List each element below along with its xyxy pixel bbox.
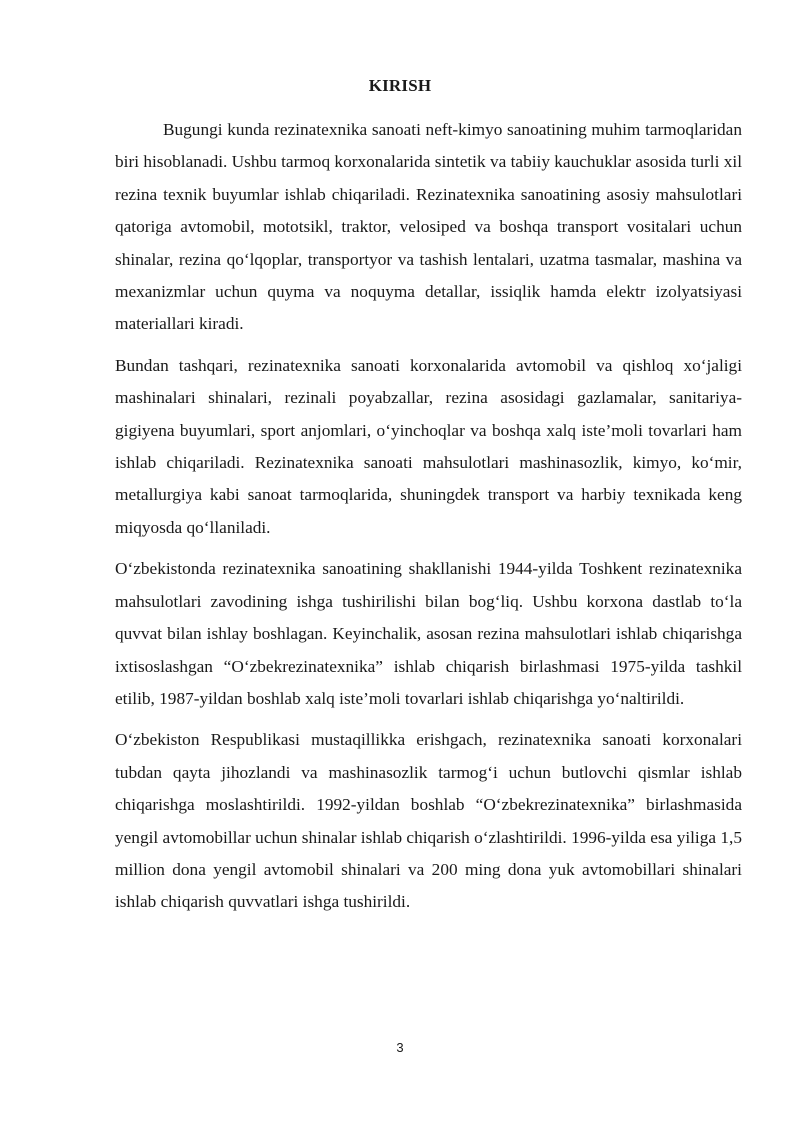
paragraph-products: Bundan tashqari, rezinatexnika sanoati korxonalarida avtomobil va qishloq xo‘jaligi mashinalari shinalari, rezinali poyabzallar, rezina asosidagi gazlamalar, sanitariya-gigiyena buyumlari, sport anjomlari, o‘yinchoqlar va boshqa xalq iste’moli tovarlari ham ishlab chiqariladi. Rezinatexnika sanoati mahsulotlari mashinasozlik, kimyo, ko‘mir, metallurgiya kabi sanoat tarmoqlarida, shuningdek transport va harbiy texnikada keng miqyosda qo‘llaniladi. bbox=[115, 355, 742, 537]
page-title: KIRISH bbox=[368, 76, 432, 95]
page-number: 3 bbox=[396, 1040, 404, 1055]
document-body bbox=[115, 114, 742, 928]
paragraph-independence: O‘zbekiston Respublikasi mustaqillikka erishgach, rezinatexnika sanoati korxonalari tubdan qayta jihozlandi va mashinasozlik tarmog‘i uchun butlovchi qismlar ishlab chiqarishga moslashtirildi. 1992-yildan boshlab “O‘zbekrezinatexnika” birlashmasida yengil avtomobillar uchun shinalar ishlab chiqarish o‘zlashtirildi. 1996-yilda esa yiliga 1,5 million dona yengil avtomobil shinalari va 200 ming dona yuk avtomobillari shinalari ishlab chiqarish quvvatlari ishga tushirildi. bbox=[115, 730, 742, 912]
paragraph-intro: Bugungi kunda rezinatexnika sanoati neft-kimyo sanoatining muhim tarmoqlaridan biri hisoblanadi. Ushbu tarmoq korxonalarida sintetik va tabiiy kauchuklar asosida turli xil rezina texnik buyumlar ishlab chiqariladi. Rezinatexnika sanoatining asosiy mahsulotlari qatoriga avtomobil, mototsikl, traktor, velosiped va boshqa transport vositalari uchun shinalar, rezina qo‘lqoplar, transportyor va tashish lentalari, uzatma tasmalar, mashina va mexanizmlar uchun quyma va noquyma detallar, issiqlik hamda elektr izolyatsiyasi materiallari kiradi. bbox=[115, 120, 742, 334]
paragraph-history: O‘zbekistonda rezinatexnika sanoatining shakllanishi 1944-yilda Toshkent rezinatexnika mahsulotlari zavodining ishga tushirilishi bilan bog‘liq. Ushbu korxona dastlab to‘la quvvat bilan ishlay boshlagan. Keyinchalik, asosan rezina mahsulotlari ishlab chiqarishga ixtisoslashgan “O‘zbekrezinatexnika” ishlab chiqarish birlashmasi 1975-yilda tashkil etilib, 1987-yildan boshlab xalq iste’moli tovarlari ishlab chiqarishga yo‘naltirildi. bbox=[115, 559, 742, 708]
